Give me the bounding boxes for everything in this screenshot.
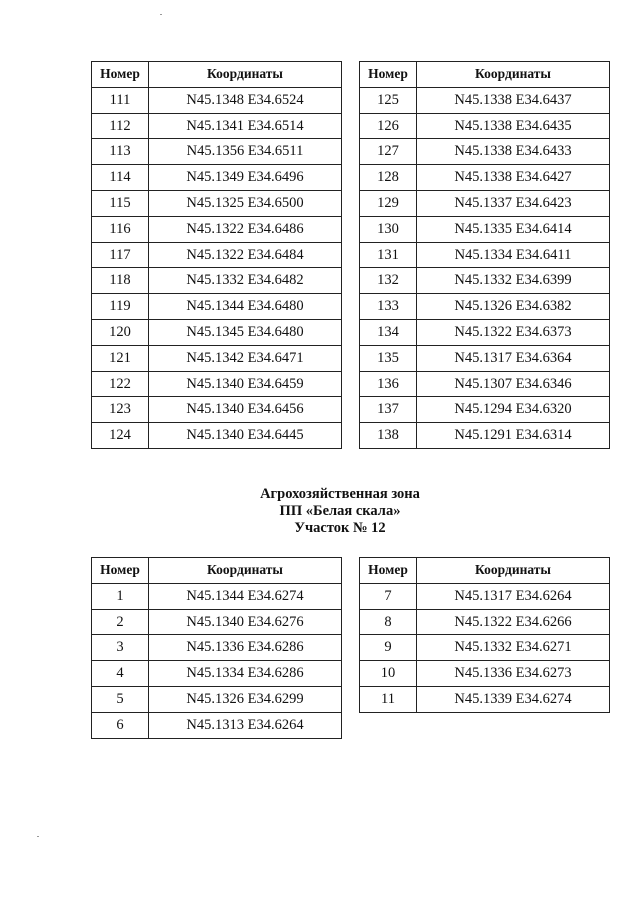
point-number-cell: 119 [92, 294, 149, 320]
coordinates-cell: N45.1307 E34.6346 [417, 371, 610, 397]
coordinates-cell: N45.1334 E34.6411 [417, 242, 610, 268]
table-row [360, 371, 610, 397]
point-number-cell: 131 [360, 242, 417, 268]
coordinates-table-bottom-left [91, 557, 342, 739]
table-row [92, 371, 342, 397]
point-number-cell: 115 [92, 190, 149, 216]
point-number-cell: 2 [92, 609, 149, 635]
point-number-cell: 128 [360, 165, 417, 191]
coordinates-cell: N45.1340 E34.6276 [149, 609, 342, 635]
coordinates-cell: N45.1322 E34.6373 [417, 319, 610, 345]
table-row [92, 319, 342, 345]
table-row [360, 242, 610, 268]
column-header-number: Номер [360, 62, 417, 88]
coordinates-cell: N45.1332 E34.6399 [417, 268, 610, 294]
table-row [360, 87, 610, 113]
table-row [92, 242, 342, 268]
table-row [360, 139, 610, 165]
table-row [360, 661, 610, 687]
coordinates-cell: N45.1349 E34.6496 [149, 165, 342, 191]
table-row [92, 635, 342, 661]
coordinates-cell: N45.1340 E34.6445 [149, 423, 342, 449]
coordinates-cell: N45.1338 E34.6433 [417, 139, 610, 165]
column-header-coordinates: Координаты [149, 558, 342, 584]
column-header-number: Номер [92, 558, 149, 584]
table-row [360, 345, 610, 371]
point-number-cell: 127 [360, 139, 417, 165]
point-number-cell: 111 [92, 87, 149, 113]
scan-speck [37, 836, 39, 837]
point-number-cell: 114 [92, 165, 149, 191]
table-row [360, 216, 610, 242]
point-number-cell: 133 [360, 294, 417, 320]
table-row [92, 712, 342, 738]
table-row [92, 345, 342, 371]
coordinates-cell: N45.1344 E34.6274 [149, 583, 342, 609]
scan-speck [160, 14, 162, 15]
coordinates-cell: N45.1313 E34.6264 [149, 712, 342, 738]
point-number-cell: 121 [92, 345, 149, 371]
table-row [360, 319, 610, 345]
coordinates-cell: N45.1345 E34.6480 [149, 319, 342, 345]
coordinates-cell: N45.1317 E34.6364 [417, 345, 610, 371]
coordinates-cell: N45.1338 E34.6437 [417, 87, 610, 113]
coordinates-cell: N45.1338 E34.6427 [417, 165, 610, 191]
table-row [360, 268, 610, 294]
point-number-cell: 125 [360, 87, 417, 113]
table-row [92, 686, 342, 712]
column-header-coordinates: Координаты [149, 62, 342, 88]
table-row [92, 583, 342, 609]
table-row [360, 686, 610, 712]
coordinates-cell: N45.1294 E34.6320 [417, 397, 610, 423]
coordinates-table-top-left [91, 61, 342, 449]
point-number-cell: 116 [92, 216, 149, 242]
table-row [92, 113, 342, 139]
point-number-cell: 4 [92, 661, 149, 687]
column-header-number: Номер [92, 62, 149, 88]
point-number-cell: 135 [360, 345, 417, 371]
point-number-cell: 1 [92, 583, 149, 609]
column-header-coordinates: Координаты [417, 62, 610, 88]
table-row [360, 190, 610, 216]
coordinates-cell: N45.1342 E34.6471 [149, 345, 342, 371]
table-row [92, 216, 342, 242]
coordinates-cell: N45.1356 E34.6511 [149, 139, 342, 165]
point-number-cell: 3 [92, 635, 149, 661]
point-number-cell: 123 [92, 397, 149, 423]
table-header-row [92, 558, 342, 584]
coordinates-cell: N45.1336 E34.6273 [417, 661, 610, 687]
coordinates-table-top-right [359, 61, 610, 449]
point-number-cell: 120 [92, 319, 149, 345]
point-number-cell: 124 [92, 423, 149, 449]
point-number-cell: 5 [92, 686, 149, 712]
table-row [92, 609, 342, 635]
point-number-cell: 112 [92, 113, 149, 139]
point-number-cell: 113 [92, 139, 149, 165]
coordinates-cell: N45.1338 E34.6435 [417, 113, 610, 139]
column-header-number: Номер [360, 558, 417, 584]
point-number-cell: 7 [360, 583, 417, 609]
point-number-cell: 136 [360, 371, 417, 397]
table-row [92, 661, 342, 687]
coordinates-cell: N45.1341 E34.6514 [149, 113, 342, 139]
site-name: ПП «Белая скала» [279, 503, 401, 519]
point-number-cell: 11 [360, 686, 417, 712]
coordinates-cell: N45.1336 E34.6286 [149, 635, 342, 661]
coordinates-cell: N45.1317 E34.6264 [417, 583, 610, 609]
coordinates-cell: N45.1339 E34.6274 [417, 686, 610, 712]
point-number-cell: 132 [360, 268, 417, 294]
point-number-cell: 6 [92, 712, 149, 738]
point-number-cell: 137 [360, 397, 417, 423]
table-row [360, 113, 610, 139]
table-row [360, 294, 610, 320]
coordinates-cell: N45.1332 E34.6271 [417, 635, 610, 661]
table-header-row [360, 62, 610, 88]
table-row [92, 139, 342, 165]
coordinates-cell: N45.1325 E34.6500 [149, 190, 342, 216]
coordinates-cell: N45.1337 E34.6423 [417, 190, 610, 216]
table-row [92, 190, 342, 216]
coordinates-cell: N45.1332 E34.6482 [149, 268, 342, 294]
table-row [92, 268, 342, 294]
point-number-cell: 138 [360, 423, 417, 449]
coordinates-cell: N45.1335 E34.6414 [417, 216, 610, 242]
coordinates-cell: N45.1326 E34.6299 [149, 686, 342, 712]
point-number-cell: 130 [360, 216, 417, 242]
point-number-cell: 122 [92, 371, 149, 397]
section-heading [0, 486, 640, 537]
point-number-cell: 118 [92, 268, 149, 294]
point-number-cell: 129 [360, 190, 417, 216]
table-row [92, 423, 342, 449]
coordinates-cell: N45.1322 E34.6484 [149, 242, 342, 268]
table-row [360, 165, 610, 191]
point-number-cell: 117 [92, 242, 149, 268]
coordinates-cell: N45.1348 E34.6524 [149, 87, 342, 113]
coordinates-cell: N45.1291 E34.6314 [417, 423, 610, 449]
coordinates-cell: N45.1326 E34.6382 [417, 294, 610, 320]
point-number-cell: 126 [360, 113, 417, 139]
coordinates-table-bottom-right [359, 557, 610, 713]
table-row [92, 165, 342, 191]
table-row [360, 635, 610, 661]
table-row [92, 294, 342, 320]
table-row [360, 397, 610, 423]
point-number-cell: 8 [360, 609, 417, 635]
point-number-cell: 10 [360, 661, 417, 687]
table-row [92, 397, 342, 423]
table-row [360, 583, 610, 609]
coordinates-cell: N45.1334 E34.6286 [149, 661, 342, 687]
coordinates-cell: N45.1344 E34.6480 [149, 294, 342, 320]
column-header-coordinates: Координаты [417, 558, 610, 584]
coordinates-cell: N45.1322 E34.6486 [149, 216, 342, 242]
table-row [360, 609, 610, 635]
table-row [360, 423, 610, 449]
zone-title: Агрохозяйственная зона [260, 486, 420, 502]
coordinates-cell: N45.1340 E34.6459 [149, 371, 342, 397]
table-header-row [360, 558, 610, 584]
table-header-row [92, 62, 342, 88]
coordinates-cell: N45.1322 E34.6266 [417, 609, 610, 635]
table-row [92, 87, 342, 113]
point-number-cell: 134 [360, 319, 417, 345]
plot-number: Участок № 12 [294, 520, 386, 536]
point-number-cell: 9 [360, 635, 417, 661]
coordinates-cell: N45.1340 E34.6456 [149, 397, 342, 423]
